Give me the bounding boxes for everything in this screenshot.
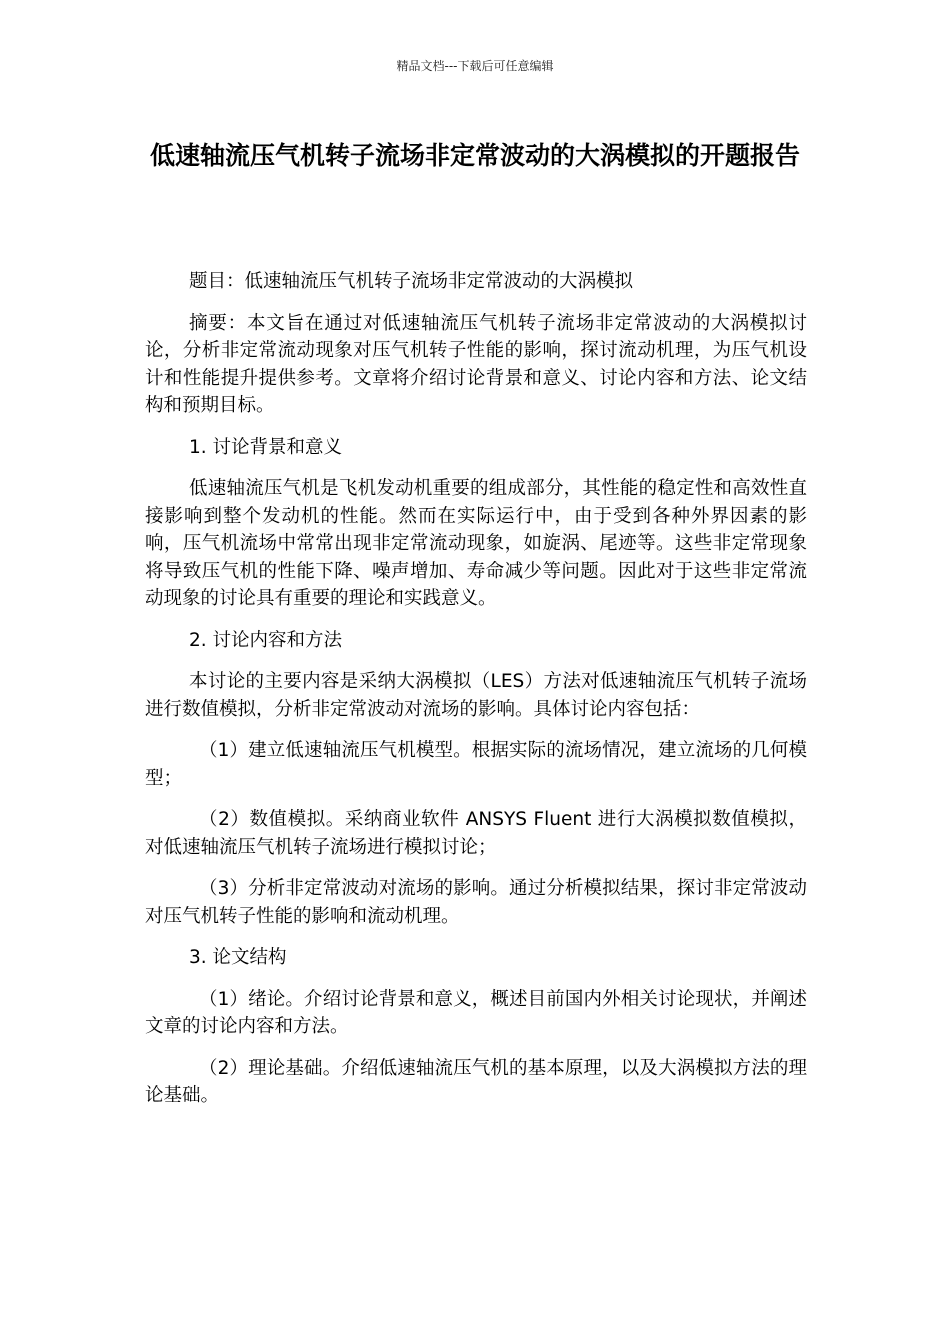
methods-item-1: （1）建立低速轴流压气机模型。根据实际的流场情况，建立流场的几何模型； <box>145 740 807 789</box>
structure-item-2: （2）理论基础。介绍低速轴流压气机的基本原理，以及大涡模拟方法的理论基础。 <box>145 1057 807 1106</box>
methods-paragraph: 本讨论的主要内容是采纳大涡模拟（LES）方法对低速轴流压气机转子流场进行数值模拟，分析非定常波动对流场的影响。具体讨论内容包括： <box>145 671 807 720</box>
abstract-paragraph: 摘要：本文旨在通过对低速轴流压气机转子流场非定常波动的大涡模拟讨论，分析非定常流动现象对压气机转子性能的影响，探讨流动机理，为压气机设计和性能提升提供参考。文章将介绍讨论背景和意义、讨论内容和方法、论文结构和预期目标。 <box>145 312 807 416</box>
methods-item-2: （2）数值模拟。采纳商业软件 ANSYS Fluent 进行大涡模拟数值模拟，对低速轴流压气机转子流场进行模拟讨论； <box>145 809 807 858</box>
structure-item-1: （1）绪论。介绍讨论背景和意义，概述目前国内外相关讨论现状，并阐述文章的讨论内容和方法。 <box>145 988 807 1037</box>
methods-item-3: （3）分析非定常波动对流场的影响。通过分析模拟结果，探讨非定常波动对压气机转子性能的影响和流动机理。 <box>145 878 807 927</box>
section-heading-methods: 2. 讨论内容和方法 <box>189 629 343 651</box>
header-note: 精品文档---下载后可任意编辑 <box>396 59 554 73</box>
section-heading-background: 1. 讨论背景和意义 <box>189 436 343 458</box>
document-title: 低速轴流压气机转子流场非定常波动的大涡模拟的开题报告 <box>149 141 800 170</box>
topic-paragraph: 题目：低速轴流压气机转子流场非定常波动的大涡模拟 <box>189 271 634 292</box>
section-heading-structure: 3. 论文结构 <box>189 947 287 968</box>
document-body <box>145 268 807 1124</box>
background-paragraph: 低速轴流压气机是飞机发动机重要的组成部分，其性能的稳定性和高效性直接影响到整个发动机的性能。然而在实际运行中，由于受到各种外界因素的影响，压气机流场中常常出现非定常流动现象，如旋涡、尾迹等。这些非定常现象将导致压气机的性能下降、噪声增加、寿命减少等问题。因此对于这些非定常流动现象的讨论具有重要的理论和实践意义。 <box>145 478 807 609</box>
